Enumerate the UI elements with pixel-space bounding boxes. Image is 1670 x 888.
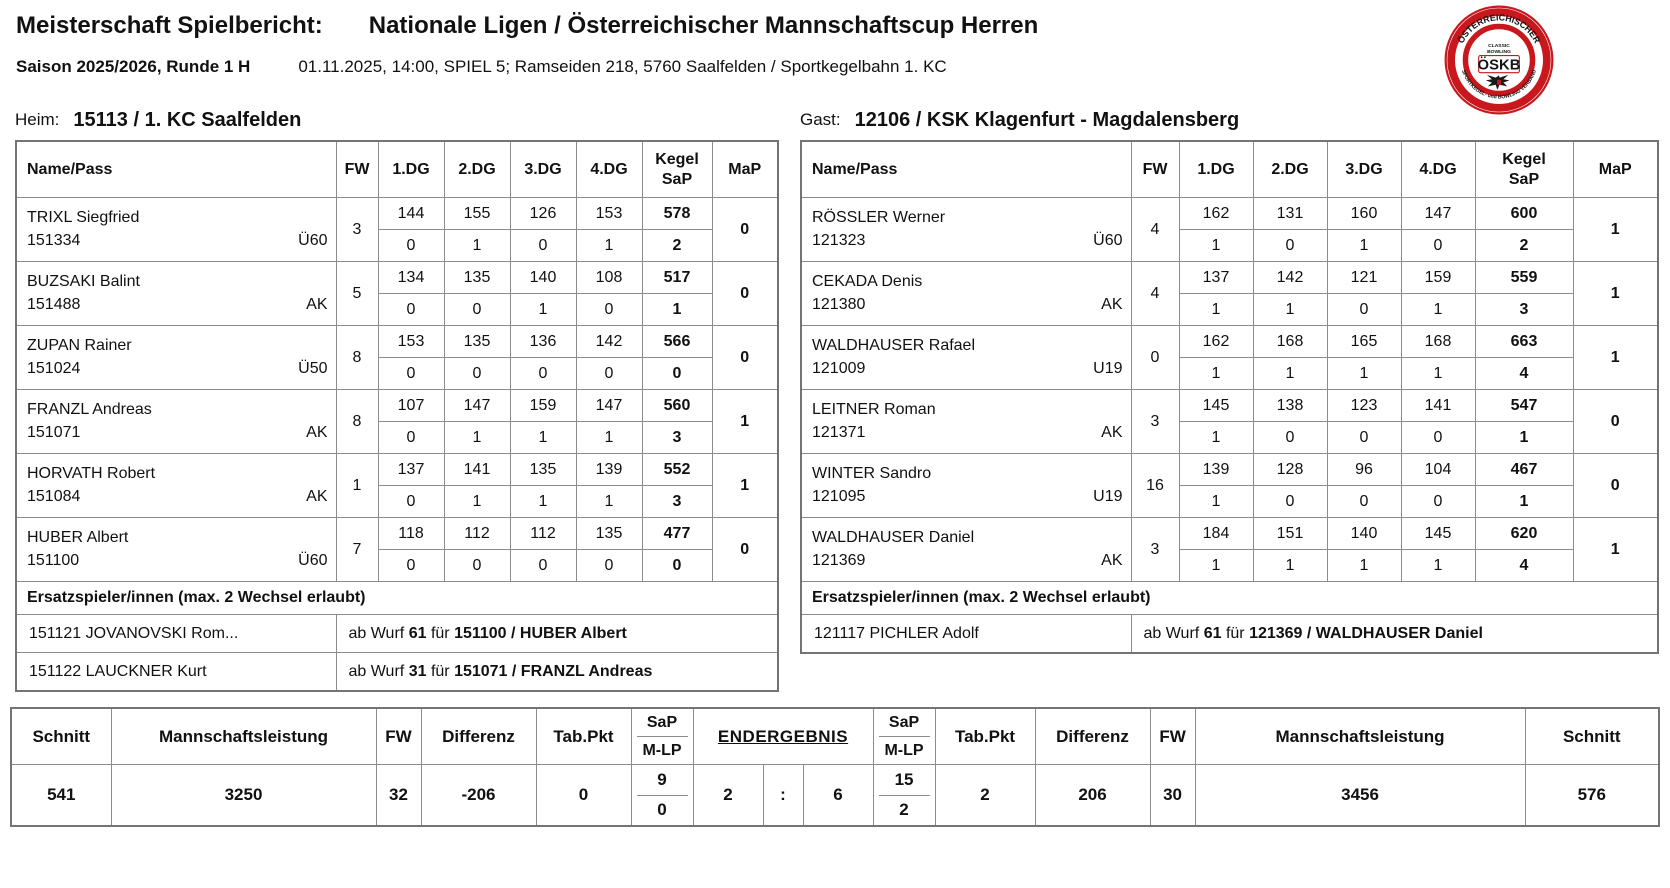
dg1-score: 107 bbox=[378, 390, 444, 422]
player-name: HUBER Albert bbox=[27, 529, 129, 547]
dg3-sap: 0 bbox=[1327, 422, 1401, 454]
player-name-cell bbox=[16, 198, 336, 262]
endergebnis-label: ENDERGEBNIS bbox=[693, 708, 873, 765]
home-side-label: Heim: bbox=[15, 110, 60, 129]
player-category: AK bbox=[1101, 295, 1123, 313]
player-category: AK bbox=[1101, 551, 1123, 569]
dg4-score: 108 bbox=[576, 262, 642, 294]
dg1-sap: 0 bbox=[378, 486, 444, 518]
guest-schnitt-value: 576 bbox=[1525, 765, 1659, 827]
player-pass: 151488 bbox=[27, 295, 81, 313]
dg4-sap: 1 bbox=[1401, 294, 1475, 326]
player-name-cell bbox=[16, 390, 336, 454]
substitution-row bbox=[801, 615, 1658, 654]
result-summary-table bbox=[10, 707, 1660, 827]
guest-table-header bbox=[801, 141, 1658, 198]
player-category: Ü60 bbox=[298, 551, 328, 569]
col-fw: FW bbox=[336, 141, 378, 198]
dg1-score: 162 bbox=[1179, 198, 1253, 230]
player-map: 0 bbox=[712, 198, 778, 262]
col-map: MaP bbox=[712, 141, 778, 198]
report-title-label: Meisterschaft Spielbericht: bbox=[16, 12, 323, 39]
col-dg3: 3.DG bbox=[1327, 141, 1401, 198]
dg2-sap: 1 bbox=[444, 486, 510, 518]
guest-leistung-value: 3456 bbox=[1195, 765, 1525, 827]
player-row bbox=[16, 454, 778, 486]
player-map: 0 bbox=[1573, 390, 1658, 454]
player-row bbox=[801, 454, 1658, 486]
dg3-sap: 0 bbox=[510, 550, 576, 582]
guest-tabpkt-label: Tab.Pkt bbox=[935, 708, 1035, 765]
oeskb-logo bbox=[1444, 5, 1554, 115]
dg2-score: 155 bbox=[444, 198, 510, 230]
player-pass: 151071 bbox=[27, 423, 81, 441]
dg1-score: 137 bbox=[1179, 262, 1253, 294]
dg1-sap: 1 bbox=[1179, 358, 1253, 390]
dg3-score: 123 bbox=[1327, 390, 1401, 422]
player-map: 0 bbox=[1573, 454, 1658, 518]
home-differenz-label: Differenz bbox=[421, 708, 536, 765]
dg2-score: 128 bbox=[1253, 454, 1327, 486]
player-name: CEKADA Denis bbox=[812, 273, 923, 291]
substitution-row bbox=[16, 653, 778, 692]
sap-total: 0 bbox=[642, 358, 712, 390]
dg3-score: 126 bbox=[510, 198, 576, 230]
dg1-score: 153 bbox=[378, 326, 444, 358]
sap-total: 4 bbox=[1475, 550, 1573, 582]
dg4-sap: 0 bbox=[576, 294, 642, 326]
col-dg3: 3.DG bbox=[510, 141, 576, 198]
player-row bbox=[801, 518, 1658, 550]
player-row bbox=[801, 262, 1658, 294]
player-name: TRIXL Siegfried bbox=[27, 209, 140, 227]
col-dg2: 2.DG bbox=[1253, 141, 1327, 198]
dg3-sap: 0 bbox=[510, 358, 576, 390]
player-category: Ü60 bbox=[298, 231, 328, 249]
dg2-sap: 0 bbox=[1253, 230, 1327, 262]
dg1-sap: 0 bbox=[378, 230, 444, 262]
player-fw: 3 bbox=[1131, 390, 1179, 454]
dg4-score: 135 bbox=[576, 518, 642, 550]
kegel-total: 620 bbox=[1475, 518, 1573, 550]
player-row bbox=[801, 390, 1658, 422]
player-map: 1 bbox=[1573, 518, 1658, 582]
sap-total: 0 bbox=[642, 550, 712, 582]
dg4-score: 153 bbox=[576, 198, 642, 230]
sap-total: 1 bbox=[1475, 486, 1573, 518]
dg1-sap: 1 bbox=[1179, 486, 1253, 518]
dg1-sap: 1 bbox=[1179, 550, 1253, 582]
dg4-score: 168 bbox=[1401, 326, 1475, 358]
player-pass: 121323 bbox=[812, 231, 866, 249]
sap-total: 3 bbox=[1475, 294, 1573, 326]
dg2-score: 168 bbox=[1253, 326, 1327, 358]
col-name-pass: Name/Pass bbox=[801, 141, 1131, 198]
dg3-sap: 1 bbox=[510, 422, 576, 454]
dg4-sap: 1 bbox=[1401, 358, 1475, 390]
dg2-score: 147 bbox=[444, 390, 510, 422]
player-fw: 4 bbox=[1131, 262, 1179, 326]
guest-tabpkt-value: 2 bbox=[935, 765, 1035, 827]
dg4-sap: 1 bbox=[1401, 550, 1475, 582]
dg4-score: 159 bbox=[1401, 262, 1475, 294]
kegel-total: 552 bbox=[642, 454, 712, 486]
col-kegel-sap: Kegel SaP bbox=[1475, 141, 1573, 198]
player-name-cell bbox=[801, 262, 1131, 326]
oeskb-logo-graphic bbox=[1444, 5, 1554, 115]
player-map: 0 bbox=[712, 262, 778, 326]
dg2-sap: 0 bbox=[444, 550, 510, 582]
dg2-sap: 1 bbox=[1253, 294, 1327, 326]
guest-leistung-label: Mannschaftsleistung bbox=[1195, 708, 1525, 765]
player-fw: 7 bbox=[336, 518, 378, 582]
dg3-score: 96 bbox=[1327, 454, 1401, 486]
kegel-total: 559 bbox=[1475, 262, 1573, 294]
kegel-total: 477 bbox=[642, 518, 712, 550]
home-differenz-value: -206 bbox=[421, 765, 536, 827]
player-name: WALDHAUSER Rafael bbox=[812, 337, 976, 355]
player-category: AK bbox=[1101, 423, 1123, 441]
kegel-total: 600 bbox=[1475, 198, 1573, 230]
home-schnitt-value: 541 bbox=[11, 765, 111, 827]
score-colon: : bbox=[763, 765, 803, 827]
player-fw: 3 bbox=[336, 198, 378, 262]
player-row bbox=[16, 262, 778, 294]
sub-player: 121117 PICHLER Adolf bbox=[801, 615, 1131, 654]
dg1-sap: 1 bbox=[1179, 294, 1253, 326]
substitution-row bbox=[16, 615, 778, 653]
ersatz-header-row bbox=[16, 582, 778, 615]
player-fw: 5 bbox=[336, 262, 378, 326]
col-name-pass: Name/Pass bbox=[16, 141, 336, 198]
player-row bbox=[16, 198, 778, 230]
dg2-score: 151 bbox=[1253, 518, 1327, 550]
dg4-sap: 0 bbox=[1401, 486, 1475, 518]
dg4-score: 104 bbox=[1401, 454, 1475, 486]
home-team-line bbox=[15, 100, 778, 140]
player-row bbox=[16, 518, 778, 550]
guest-team-line bbox=[800, 100, 1657, 140]
player-name-cell bbox=[16, 262, 336, 326]
dg3-sap: 1 bbox=[510, 486, 576, 518]
player-category: U19 bbox=[1093, 359, 1123, 377]
dg4-score: 141 bbox=[1401, 390, 1475, 422]
ersatz-header: Ersatzspieler/innen (max. 2 Wechsel erlaubt) bbox=[16, 582, 778, 615]
col-dg4: 4.DG bbox=[576, 141, 642, 198]
sap-total: 1 bbox=[1475, 422, 1573, 454]
player-category: U19 bbox=[1093, 487, 1123, 505]
sub-detail: ab Wurf 61 für 121369 / WALDHAUSER Daniel bbox=[1131, 615, 1658, 654]
player-category: AK bbox=[306, 295, 328, 313]
home-team-section bbox=[15, 100, 778, 692]
player-row bbox=[801, 326, 1658, 358]
dg2-score: 135 bbox=[444, 326, 510, 358]
player-name-cell bbox=[801, 390, 1131, 454]
player-name: WALDHAUSER Daniel bbox=[812, 529, 975, 547]
player-map: 1 bbox=[1573, 262, 1658, 326]
home-table-header bbox=[16, 141, 778, 198]
guest-team-name: 12106 / KSK Klagenfurt - Magdalensberg bbox=[854, 108, 1240, 131]
dg4-sap: 1 bbox=[576, 486, 642, 518]
player-name-cell bbox=[801, 326, 1131, 390]
report-title-league: Nationale Ligen / Österreichischer Mannschaftscup Herren bbox=[368, 12, 1039, 39]
home-tabpkt-value: 0 bbox=[536, 765, 631, 827]
dg1-score: 137 bbox=[378, 454, 444, 486]
player-map: 0 bbox=[712, 326, 778, 390]
dg4-sap: 0 bbox=[1401, 230, 1475, 262]
dg1-sap: 0 bbox=[378, 550, 444, 582]
home-sap-mlp-label: SaP M-LP bbox=[631, 708, 693, 765]
kegel-total: 517 bbox=[642, 262, 712, 294]
dg3-sap: 0 bbox=[1327, 486, 1401, 518]
dg4-sap: 0 bbox=[1401, 422, 1475, 454]
player-name: FRANZL Andreas bbox=[27, 401, 152, 419]
dg3-sap: 1 bbox=[1327, 358, 1401, 390]
player-map: 1 bbox=[1573, 326, 1658, 390]
kegel-total: 566 bbox=[642, 326, 712, 358]
player-name-cell bbox=[16, 518, 336, 582]
home-sap-mlp-value: 9 0 bbox=[631, 765, 693, 827]
dg4-score: 139 bbox=[576, 454, 642, 486]
sap-total: 3 bbox=[642, 486, 712, 518]
player-pass: 121009 bbox=[812, 359, 866, 377]
col-dg1: 1.DG bbox=[1179, 141, 1253, 198]
player-category: AK bbox=[306, 487, 328, 505]
dg2-sap: 0 bbox=[444, 294, 510, 326]
player-row bbox=[801, 198, 1658, 230]
summary-value-row bbox=[11, 765, 1659, 827]
guest-team-section bbox=[800, 100, 1657, 654]
player-map: 1 bbox=[712, 390, 778, 454]
kegel-total: 578 bbox=[642, 198, 712, 230]
guest-fw-value: 30 bbox=[1150, 765, 1195, 827]
player-name-cell bbox=[16, 326, 336, 390]
kegel-total: 560 bbox=[642, 390, 712, 422]
dg2-score: 142 bbox=[1253, 262, 1327, 294]
summary-header-row bbox=[11, 708, 1659, 765]
logo-abbr: ÖSKB bbox=[1477, 57, 1521, 74]
home-tabpkt-label: Tab.Pkt bbox=[536, 708, 631, 765]
dg4-sap: 1 bbox=[576, 422, 642, 454]
home-fw-value: 32 bbox=[376, 765, 421, 827]
player-pass: 151334 bbox=[27, 231, 81, 249]
logo-ring-top-text: ÖSTERREICHISCHER bbox=[1455, 12, 1543, 45]
report-title bbox=[16, 12, 1038, 40]
guest-final-score: 6 bbox=[803, 765, 873, 827]
player-row bbox=[16, 326, 778, 358]
dg2-score: 112 bbox=[444, 518, 510, 550]
dg1-score: 144 bbox=[378, 198, 444, 230]
dg1-score: 145 bbox=[1179, 390, 1253, 422]
dg3-score: 140 bbox=[510, 262, 576, 294]
dg1-score: 139 bbox=[1179, 454, 1253, 486]
kegel-total: 547 bbox=[1475, 390, 1573, 422]
dg1-score: 134 bbox=[378, 262, 444, 294]
sap-total: 2 bbox=[1475, 230, 1573, 262]
col-dg1: 1.DG bbox=[378, 141, 444, 198]
dg3-sap: 0 bbox=[510, 230, 576, 262]
dg2-sap: 0 bbox=[1253, 422, 1327, 454]
dg3-score: 121 bbox=[1327, 262, 1401, 294]
player-name: HORVATH Robert bbox=[27, 465, 156, 483]
player-name: LEITNER Roman bbox=[812, 401, 936, 419]
sap-total: 2 bbox=[642, 230, 712, 262]
dg4-score: 145 bbox=[1401, 518, 1475, 550]
dg4-sap: 0 bbox=[576, 550, 642, 582]
dg2-sap: 0 bbox=[444, 358, 510, 390]
player-pass: 151100 bbox=[27, 551, 80, 569]
home-final-score: 2 bbox=[693, 765, 763, 827]
player-map: 1 bbox=[1573, 198, 1658, 262]
home-leistung-value: 3250 bbox=[111, 765, 376, 827]
dg4-sap: 1 bbox=[576, 230, 642, 262]
player-map: 1 bbox=[712, 454, 778, 518]
player-map: 0 bbox=[712, 518, 778, 582]
ersatz-header-row bbox=[801, 582, 1658, 615]
kegel-total: 467 bbox=[1475, 454, 1573, 486]
dg3-sap: 0 bbox=[1327, 294, 1401, 326]
player-name: ZUPAN Rainer bbox=[27, 337, 132, 355]
home-team-name: 15113 / 1. KC Saalfelden bbox=[73, 108, 302, 131]
guest-sap-mlp-label: SaP M-LP bbox=[873, 708, 935, 765]
col-dg2: 2.DG bbox=[444, 141, 510, 198]
dg1-sap: 0 bbox=[378, 422, 444, 454]
player-pass: 121371 bbox=[812, 423, 866, 441]
guest-sap-mlp-value: 15 2 bbox=[873, 765, 935, 827]
dg3-score: 165 bbox=[1327, 326, 1401, 358]
player-fw: 3 bbox=[1131, 518, 1179, 582]
logo-ring-bottom-text: SPORTKEGEL- und BOWLING VERBAND bbox=[1460, 69, 1538, 101]
dg2-sap: 0 bbox=[1253, 486, 1327, 518]
player-fw: 0 bbox=[1131, 326, 1179, 390]
player-category: Ü60 bbox=[1093, 231, 1123, 249]
dg1-score: 184 bbox=[1179, 518, 1253, 550]
player-fw: 8 bbox=[336, 390, 378, 454]
home-schnitt-label: Schnitt bbox=[11, 708, 111, 765]
dg3-sap: 1 bbox=[510, 294, 576, 326]
dg3-sap: 1 bbox=[1327, 550, 1401, 582]
logo-classic-text: CLASSIC bbox=[1488, 43, 1510, 49]
player-fw: 16 bbox=[1131, 454, 1179, 518]
col-map: MaP bbox=[1573, 141, 1658, 198]
col-kegel-sap: Kegel SaP bbox=[642, 141, 712, 198]
dg4-score: 142 bbox=[576, 326, 642, 358]
player-name: RÖSSLER Werner bbox=[812, 209, 946, 227]
sap-total: 3 bbox=[642, 422, 712, 454]
dg3-score: 160 bbox=[1327, 198, 1401, 230]
sub-player: 151122 LAUCKNER Kurt bbox=[16, 653, 336, 692]
sub-player: 151121 JOVANOVSKI Rom... bbox=[16, 615, 336, 653]
dg3-score: 140 bbox=[1327, 518, 1401, 550]
dg2-score: 131 bbox=[1253, 198, 1327, 230]
dg1-score: 118 bbox=[378, 518, 444, 550]
player-pass: 121369 bbox=[812, 551, 866, 569]
dg1-score: 162 bbox=[1179, 326, 1253, 358]
dg1-sap: 0 bbox=[378, 358, 444, 390]
dg4-sap: 0 bbox=[576, 358, 642, 390]
player-name: WINTER Sandro bbox=[812, 465, 932, 483]
guest-schnitt-label: Schnitt bbox=[1525, 708, 1659, 765]
match-info: 01.11.2025, 14:00, SPIEL 5; Ramseiden 218, 5760 Saalfelden / Sportkegelbahn 1. KC bbox=[298, 57, 947, 76]
dg1-sap: 0 bbox=[378, 294, 444, 326]
dg3-score: 159 bbox=[510, 390, 576, 422]
player-category: AK bbox=[306, 423, 328, 441]
player-fw: 4 bbox=[1131, 198, 1179, 262]
kegel-total: 663 bbox=[1475, 326, 1573, 358]
dg4-score: 147 bbox=[1401, 198, 1475, 230]
player-name: BUZSAKI Balint bbox=[27, 273, 140, 291]
player-category: Ü50 bbox=[298, 359, 328, 377]
dg2-score: 141 bbox=[444, 454, 510, 486]
player-fw: 1 bbox=[336, 454, 378, 518]
col-dg4: 4.DG bbox=[1401, 141, 1475, 198]
player-name-cell bbox=[801, 518, 1131, 582]
sub-detail: ab Wurf 31 für 151071 / FRANZL Andreas bbox=[336, 653, 778, 692]
guest-differenz-value: 206 bbox=[1035, 765, 1150, 827]
player-name-cell bbox=[16, 454, 336, 518]
player-row bbox=[16, 390, 778, 422]
home-leistung-label: Mannschaftsleistung bbox=[111, 708, 376, 765]
dg2-score: 135 bbox=[444, 262, 510, 294]
dg3-score: 135 bbox=[510, 454, 576, 486]
dg2-sap: 1 bbox=[444, 422, 510, 454]
dg3-sap: 1 bbox=[1327, 230, 1401, 262]
sub-detail: ab Wurf 61 für 151100 / HUBER Albert bbox=[336, 615, 778, 653]
player-name-cell bbox=[801, 198, 1131, 262]
dg2-sap: 1 bbox=[444, 230, 510, 262]
sap-total: 1 bbox=[642, 294, 712, 326]
player-pass: 151084 bbox=[27, 487, 81, 505]
guest-team-table bbox=[800, 140, 1659, 654]
dg4-score: 147 bbox=[576, 390, 642, 422]
guest-fw-label: FW bbox=[1150, 708, 1195, 765]
sap-total: 4 bbox=[1475, 358, 1573, 390]
home-fw-label: FW bbox=[376, 708, 421, 765]
player-pass: 121095 bbox=[812, 487, 866, 505]
player-pass: 151024 bbox=[27, 359, 81, 377]
player-pass: 121380 bbox=[812, 295, 866, 313]
dg2-sap: 1 bbox=[1253, 550, 1327, 582]
dg2-sap: 1 bbox=[1253, 358, 1327, 390]
dg1-sap: 1 bbox=[1179, 230, 1253, 262]
home-team-table bbox=[15, 140, 779, 692]
col-fw: FW bbox=[1131, 141, 1179, 198]
logo-bowling-text: BOWLING bbox=[1487, 49, 1511, 55]
report-subtitle bbox=[16, 57, 947, 77]
dg3-score: 136 bbox=[510, 326, 576, 358]
season-round: Saison 2025/2026, Runde 1 H bbox=[16, 57, 251, 76]
guest-differenz-label: Differenz bbox=[1035, 708, 1150, 765]
player-fw: 8 bbox=[336, 326, 378, 390]
dg2-score: 138 bbox=[1253, 390, 1327, 422]
dg1-sap: 1 bbox=[1179, 422, 1253, 454]
dg3-score: 112 bbox=[510, 518, 576, 550]
ersatz-header: Ersatzspieler/innen (max. 2 Wechsel erlaubt) bbox=[801, 582, 1658, 615]
guest-side-label: Gast: bbox=[800, 110, 841, 129]
player-name-cell bbox=[801, 454, 1131, 518]
